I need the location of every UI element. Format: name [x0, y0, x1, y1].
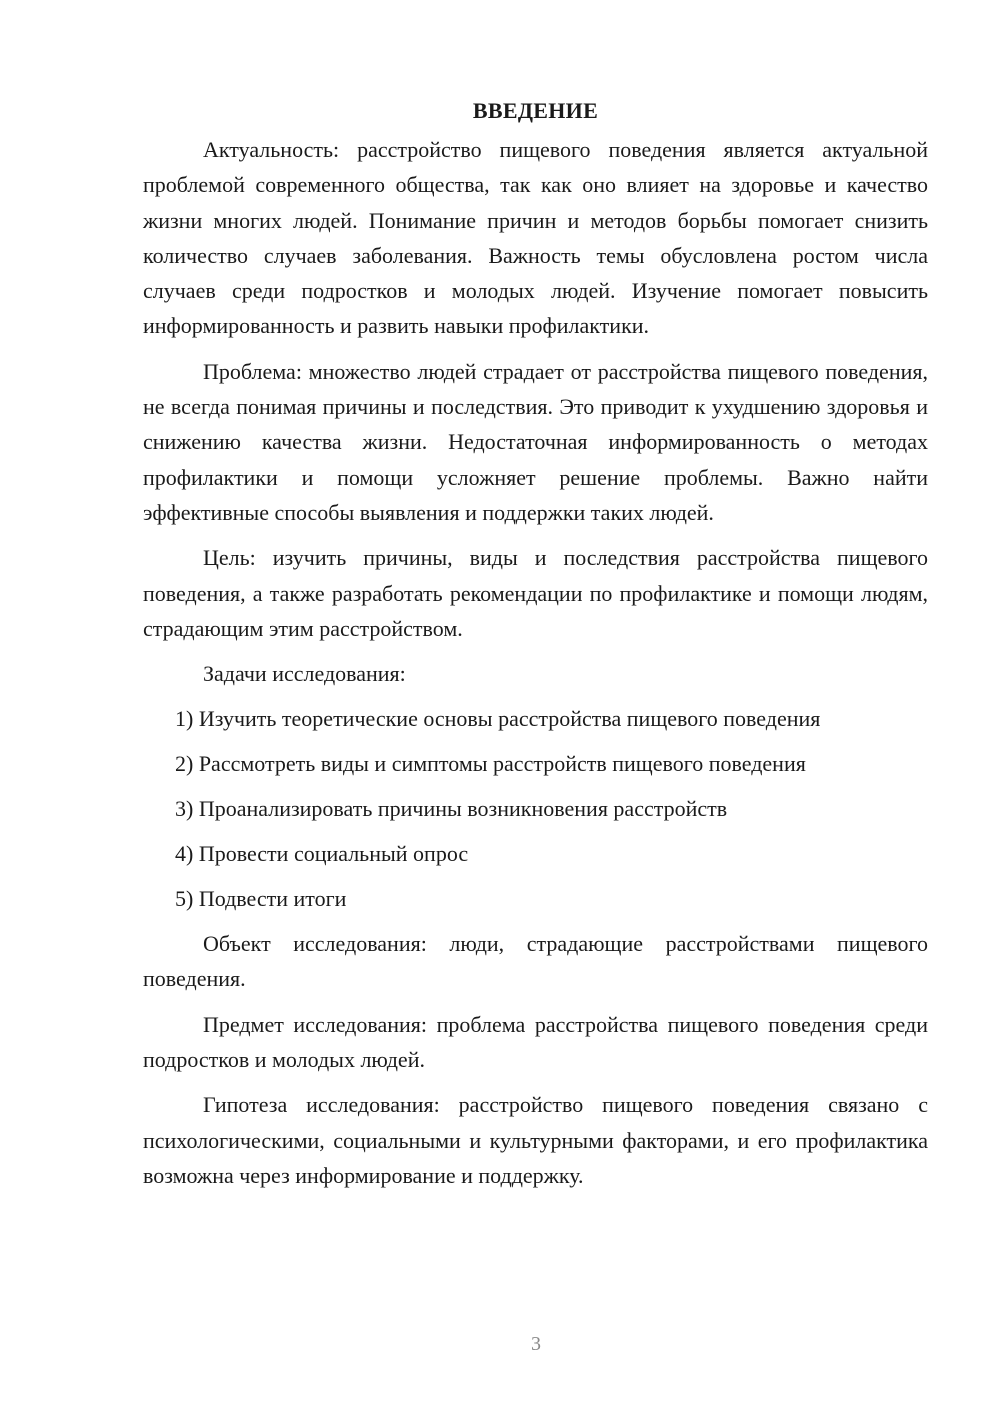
list-item: 1) Изучить теоретические основы расстройства пищевого поведения	[175, 706, 821, 732]
tasks-list	[143, 701, 928, 916]
goal-paragraph: Цель: изучить причины, виды и последствия расстройства пищевого поведения, а также разработать рекомендации по профилактике и помощи людям, страдающим этим расстройством.	[143, 545, 928, 641]
page-number: 3	[531, 1333, 541, 1355]
document-page	[143, 93, 928, 1203]
tasks-heading: Задачи исследования:	[203, 661, 406, 687]
relevance-paragraph: Актуальность: расстройство пищевого поведения является актуальной проблемой современного общества, так как оно влияет на здоровье и качество жизни многих людей. Понимание причин и методов борьбы помогает снизить количество случаев заболевания. Важность темы обусловлена ростом числа случаев среди подростков и молодых людей. Изучение помогает повысить информированность и развить навыки профилактики.	[143, 137, 928, 339]
list-item: 2) Рассмотреть виды и симптомы расстройств пищевого поведения	[175, 751, 806, 777]
page-title: ВВЕДЕНИЕ	[472, 98, 599, 123]
list-item: 3) Проанализировать причины возникновения расстройств	[175, 796, 728, 822]
object-paragraph: Объект исследования: люди, страдающие расстройствами пищевого поведения.	[143, 931, 928, 992]
hypothesis-paragraph: Гипотеза исследования: расстройство пищевого поведения связано с психологическими, социальными и культурными факторами, и его профилактика возможна через информирование и поддержку.	[143, 1092, 928, 1188]
problem-paragraph: Проблема: множество людей страдает от расстройства пищевого поведения, не всегда понимая причины и последствия. Это приводит к ухудшению здоровья и снижению качества жизни. Недостаточная информированность о методах профилактики и помощи усложняет решение проблемы. Важно найти эффективные способы выявления и поддержки таких людей.	[143, 358, 928, 525]
list-item: 5) Подвести итоги	[175, 886, 347, 912]
list-item: 4) Провести социальный опрос	[175, 841, 469, 867]
subject-paragraph: Предмет исследования: проблема расстройства пищевого поведения среди подростков и молодых людей.	[143, 1011, 928, 1073]
